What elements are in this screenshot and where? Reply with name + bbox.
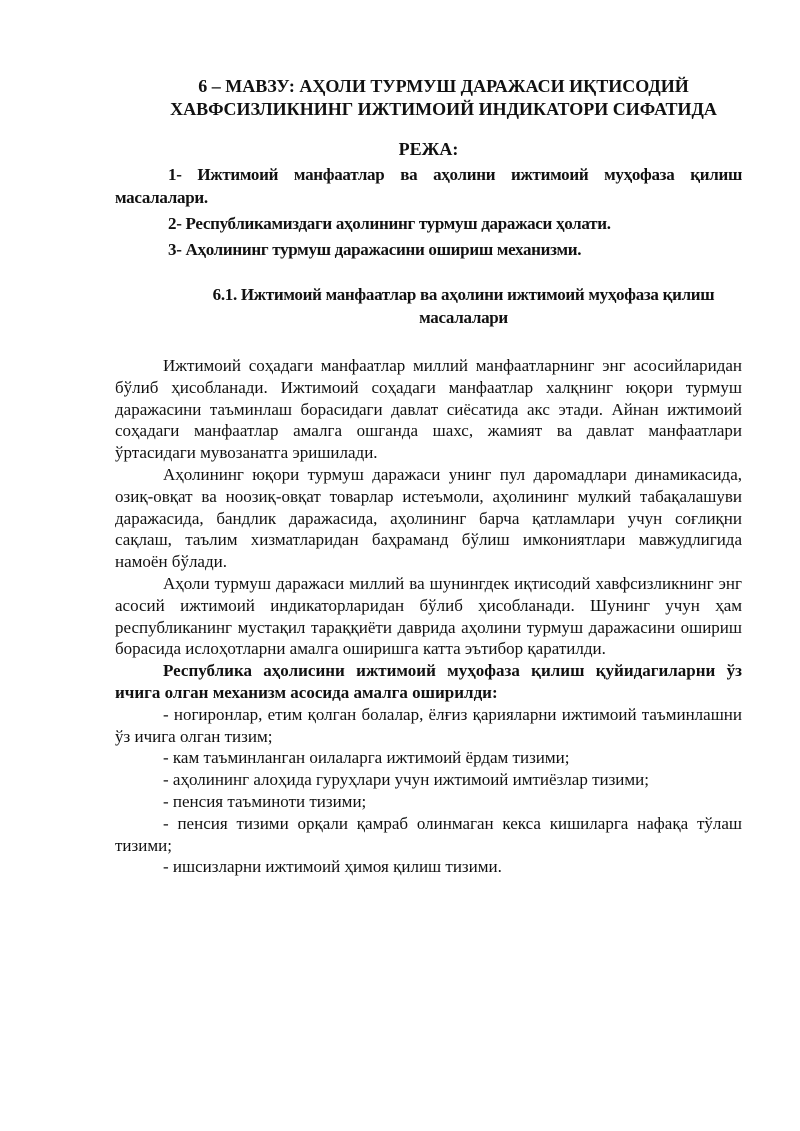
plan-list [115,163,742,261]
plan-item-3: 3- Аҳолининг турмуш даражасини ошириш механизми. [168,240,582,259]
plan-item-2: 2- Республикамиздаги аҳолининг турмуш даражаси ҳолати. [168,214,611,233]
document-page [115,75,742,878]
paragraph-3: Аҳоли турмуш даражаси миллий ва шунингдек иқтисодий хавфсизликнинг энг асосий ижтимоий индикаторларидан бўлиб ҳисобланади. Шунинг учун ҳам республиканинг мустақил тараққиёти даврида аҳолини турмуш даражасини ошириш борасида ислоҳотларни амалга оширишга катта эътибор қаратилди. [115,573,742,659]
plan-item-1: 1- Ижтимоий манфаатлар ва аҳолини ижтимоий муҳофаза қилиш масалалари. [115,165,742,207]
plan-heading: РЕЖА: [398,139,459,159]
paragraph-1: Ижтимоий соҳадаги манфаатлар миллий манфаатларнинг энг асосийларидан бўлиб ҳисобланади. Ижтимоий соҳадаги манфаатлар халқнинг юқори турмуш даражасини таъминлаш борасидаги давлат сиёсатида акс этади. Айнан ижтимоий соҳадаги манфаатлар амалга ошганда шахс, жамият ва давлат манфаатлари ўртасидаги мувозанатга эришилади. [115,356,742,463]
title-line-1: 6 – МАВЗУ: АҲОЛИ ТУРМУШ ДАРАЖАСИ ИҚТИСОДИЙ [198,76,689,96]
list-item-5: - пенсия тизими орқали қамраб олинмаган кекса кишиларга нафақа тўлаш тизими; [115,813,742,855]
list-item-2: - кам таъминланган оилаларга ижтимоий ёрдам тизими; [163,748,570,768]
body-text [115,355,742,878]
paragraph-2: Аҳолининг юқори турмуш даражаси унинг пул даромадлари динамикасида, озиқ-овқат ва ноозиқ-овқат товарлар истеъмоли, аҳолининг мулкий табақалашуви даражасида, бандлик даражасида, аҳолининг барча қатламлари учун соғлиқни сақлаш, таълим хизматларидан баҳраманд бўлиш имкониятлари мавжудлигида намоён бўлади. [115,464,742,572]
mechanism-list [115,704,742,878]
document-title [145,75,742,121]
section-heading: 6.1. Ижтимоий манфаатлар ва аҳолини ижтимоий муҳофаза қилиш масалалари [212,285,715,327]
list-item-3: - аҳолининг алоҳида гуруҳлари учун ижтимоий имтиёзлар тизими; [163,770,649,790]
list-item-1: - ногиронлар, етим қолган болалар, ёлғиз қарияларни ижтимоий таъминлашни ўз ичига олган тизим; [115,704,742,746]
list-item-4: - пенсия таъминоти тизими; [163,791,367,811]
bold-paragraph: Республика аҳолисини ижтимоий муҳофаза қилиш қуйидагиларни ўз ичига олган механизм асосида амалга оширилди: [115,661,742,702]
list-item-6: - ишсизларни ижтимоий ҳимоя қилиш тизими. [163,857,502,877]
title-line-2: ХАВФСИЗЛИКНИНГ ИЖТИМОИЙ ИНДИКАТОРИ СИФАТИДА [170,99,717,119]
